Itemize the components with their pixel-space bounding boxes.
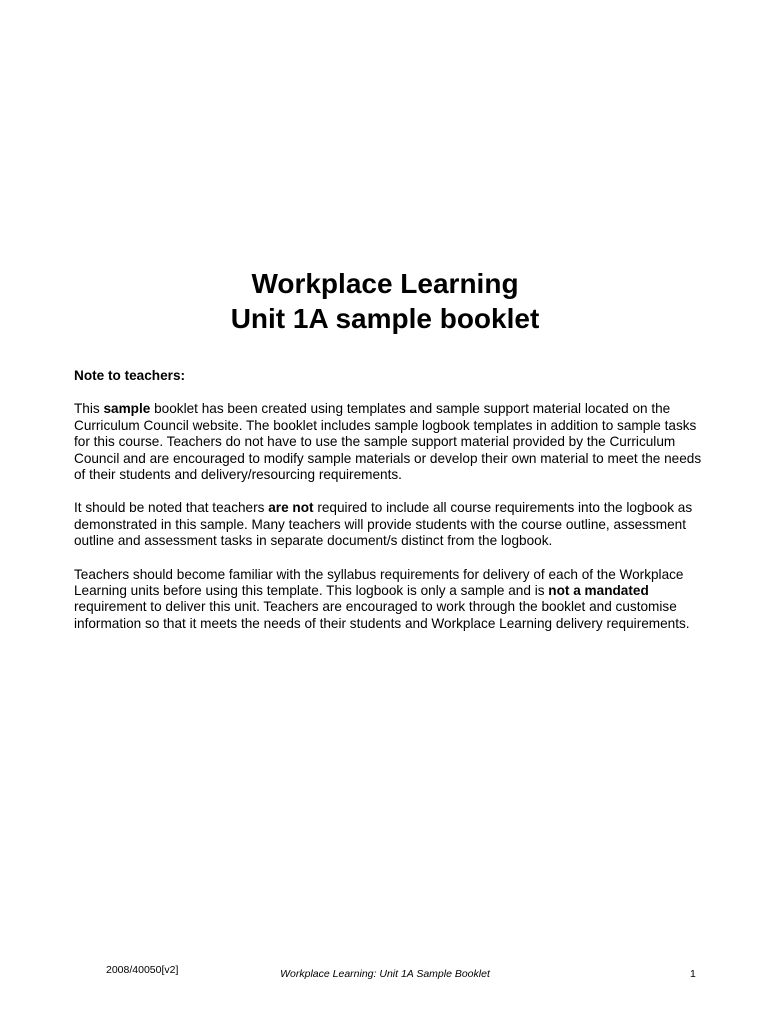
- paragraph-3-text-a: Teachers should become familiar with the syllabus requirements for delivery of each of the Workplace Learning units before using this template. This logbook is only a sample and is: [74, 566, 684, 599]
- paragraph-3-bold: not a mandated: [548, 583, 649, 599]
- paragraph-2: [74, 500, 704, 549]
- note-heading: Note to teachers:: [74, 368, 186, 383]
- paragraph-2-text-b: required to include all course requirements into the logbook as demonstrated in this sample. Many teachers will provide students with the course outline, assessment outline and assessment tasks in separate document/s distinct from the logbook.: [74, 500, 693, 549]
- paragraph-3-text-b: requirement to deliver this unit. Teachers are encouraged to work through the booklet and customise information so that it meets the needs of their students and Workplace Learning delivery requirements.: [74, 599, 690, 631]
- footer-page-number: 1: [690, 968, 696, 980]
- document-title-line-1: Workplace Learning: [251, 268, 519, 299]
- paragraph-2-bold: are not: [268, 500, 314, 516]
- paragraph-1-bold: sample: [103, 401, 151, 417]
- document-title-line-2: Unit 1A sample booklet: [230, 303, 540, 334]
- footer-document-code: 2008/40050[v2]: [106, 964, 179, 976]
- footer-title: Workplace Learning: Unit 1A Sample Booklet: [280, 968, 490, 980]
- paragraph-1-text-b: booklet has been created using templates and sample support material located on the Curriculum Council website. The booklet includes sample logbook templates in addition to sample tasks for this course. Teachers do not have to use the sample support material provided by the Curriculum Council and are encouraged to modify sample materials or develop their own material to meet the needs of their students and delivery/resourcing requirements.: [74, 401, 702, 483]
- document-body: [74, 368, 704, 649]
- paragraph-1: [74, 401, 704, 483]
- paragraph-1-text-a: This: [74, 401, 104, 417]
- paragraph-2-text-a: It should be noted that teachers: [74, 500, 269, 516]
- paragraph-3: [74, 567, 704, 633]
